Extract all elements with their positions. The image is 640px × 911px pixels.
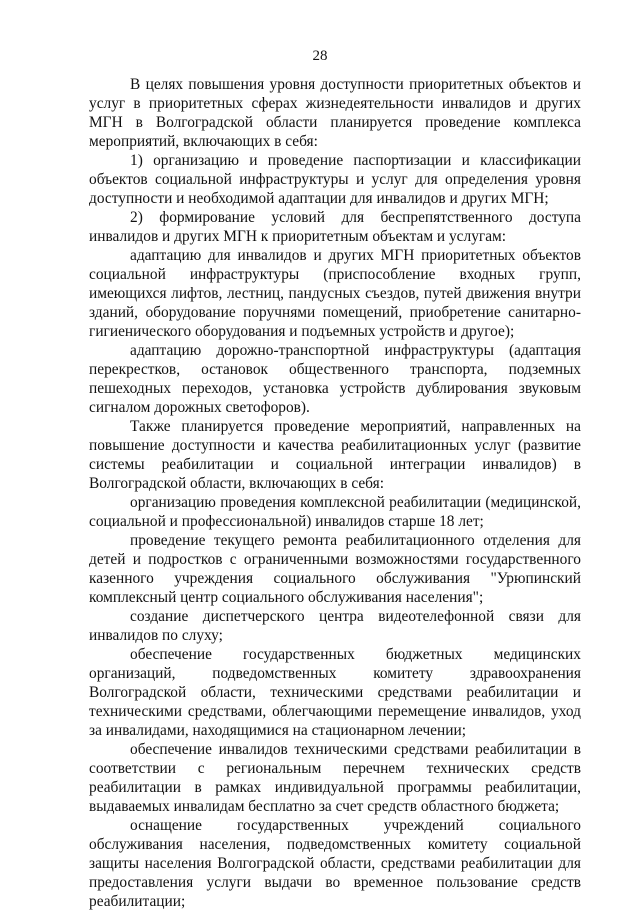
page-number: 28	[312, 48, 328, 64]
document-body	[89, 75, 581, 911]
paragraph-dispatch-center: создание диспетчерского центра видеотелефонной связи для инвалидов по слуху;	[89, 608, 581, 644]
paragraph-item-1: 1) организацию и проведение паспортизации и классификации объектов социальной инфраструктуры и услуг для определения уровня доступности и необходимой адаптации для инвалидов и других МГН;	[89, 152, 581, 207]
paragraph-adaptation-social: адаптацию для инвалидов и других МГН приоритетных объектов социальной инфраструктуры (приспособление входных групп, имеющихся лифтов, лестниц, пандусных съездов, путей движения внутри зданий, оборудование поручнями помещений, приобретение санитарно-гигиенического оборудования и подъемных устройств и другое);	[89, 247, 581, 340]
paragraph-rehabilitation-intro: Также планируется проведение мероприятий, направленных на повышение доступности и качества реабилитационных услуг (развитие системы реабилитации и социальной интеграции инвалидов) в Волгоградской области, включающих в себя:	[89, 418, 581, 492]
paragraph-medical-provision: обеспечение государственных бюджетных медицинских организаций, подведомственных комитету здравоохранения Волгоградской области, техническими средствами реабилитации и техническими средствами, облегчающими перемещение инвалидов, уход за инвалидами, находящимися на стационарном лечении;	[89, 646, 581, 739]
paragraph-complex-rehabilitation: организацию проведения комплексной реабилитации (медицинской, социальной и профессиональной) инвалидов старше 18 лет;	[89, 494, 581, 530]
paragraph-item-2: 2) формирование условий для беспрепятственного доступа инвалидов и других МГН к приоритетным объектам и услугам:	[89, 209, 581, 245]
paragraph-adaptation-transport: адаптацию дорожно-транспортной инфраструктуры (адаптация перекрестков, остановок общественного транспорта, подземных пешеходных переходов, установка устройств дублирования звуковым сигналом дорожных светофоров).	[89, 342, 581, 416]
paragraph-technical-means: обеспечение инвалидов техническими средствами реабилитации в соответствии с региональным перечнем технических средств реабилитации в рамках индивидуальной программы реабилитации, выдаваемых инвалидам бесплатно за счет средств областного бюджета;	[89, 741, 581, 815]
paragraph-intro: В целях повышения уровня доступности приоритетных объектов и услуг в приоритетных сферах жизнедеятельности инвалидов и других МГН в Волгоградской области планируется проведение комплекса мероприятий, включающих в себя:	[89, 76, 581, 150]
paragraph-repair: проведение текущего ремонта реабилитационного отделения для детей и подростков с ограниченными возможностями государственного казенного учреждения социального обслуживания "Урюпинский комплексный центр социального обслуживания населения";	[89, 532, 581, 606]
paragraph-equipment: оснащение государственных учреждений социального обслуживания населения, подведомственных комитету социальной защиты населения Волгоградской области, средствами реабилитации для предоставления услуги выдачи во временное пользование средств реабилитации;	[89, 817, 581, 910]
